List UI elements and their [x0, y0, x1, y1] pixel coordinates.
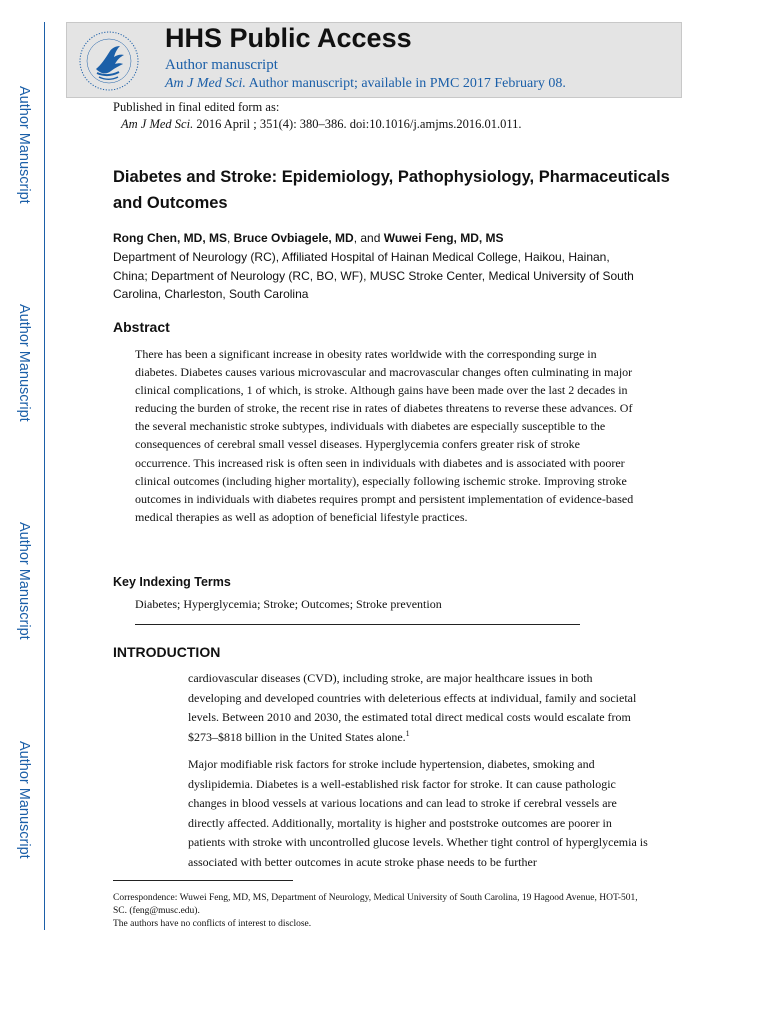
key-terms-heading: Key Indexing Terms: [113, 575, 231, 589]
hhs-banner: [66, 22, 682, 98]
section-divider: [135, 624, 580, 625]
footnote-divider: [113, 880, 293, 881]
author-name: Bruce Ovbiagele, MD: [233, 231, 354, 245]
banner-title: HHS Public Access: [165, 23, 412, 53]
abstract-text: There has been a significant increase in obesity rates worldwide with the corresponding surge in diabetes. Diabetes causes various microvascular and macrovascular changes often culminating in major clinical complications, 1 of which, is stroke. Although gains have been made over the last 2 decades in reducing the burden of stroke, the recent rise in rates of diabetes threatens to reverse these advances. Of the several mechanistic stroke subtypes, individuals with diabetes are especially susceptible to the consequences of cerebral small vessel diseases. Hyperglycemia confers greater risk of stroke occurrence. This increased risk is often seen in individuals with diabetes and is associated with poorer clinical outcomes (including higher mortality), especially following ischemic stroke. Improving stroke outcomes in individuals with diabetes requires prompt and persistent implementation of evidence-based medical therapies as well as adoption of beneficial lifestyle practices.: [135, 347, 634, 524]
side-rule: [44, 22, 45, 930]
introduction-paragraph: cardiovascular diseases (CVD), including stroke, are major healthcare issues in both developing and developed countries with deleterious effects at individual, family and societal levels. Between 2010 and 2030, the estimated total direct medical costs would escalate from $273–$818 billion in the United States alone.$^1$: [188, 671, 637, 744]
published-note: Published in final edited form as:: [113, 100, 280, 114]
abstract-heading: Abstract: [113, 319, 170, 335]
banner-journal-line: Am J Med Sci. Author manuscript; available in PMC 2017 February 08.: [165, 76, 566, 91]
banner-subtitle: Author manuscript: [165, 57, 278, 73]
reference-superscript[interactable]: 1: [405, 728, 410, 738]
citation-line: Am J Med Sci. 2016 April ; 351(4): 380–386. doi:10.1016/j.amjms.2016.01.011.: [121, 117, 522, 131]
introduction-paragraph: Major modifiable risk factors for stroke include hypertension, diabetes, smoking and dyslipidemia. Diabetes is a well-established risk factor for stroke. It can cause pathologic changes in blood vessels at various locations and can lead to stroke if cerebral vessels are directly affected. Additionally, mortality is higher and poststroke outcomes are poorer in patients with stroke with uncontrolled glucose levels. Whether tight control of hyperglycemia is associated with better outcomes in acute stroke phase needs to be further: [188, 757, 648, 869]
paper-title: Diabetes and Stroke: Epidemiology, Pathophysiology, Pharmaceuticals and Outcomes: [113, 168, 670, 212]
author-name: Wuwei Feng, MD, MS: [383, 231, 504, 245]
author-name: Rong Chen, MD, MS: [113, 231, 227, 245]
conflicts-footnote: The authors have no conflicts of interest to disclose.: [113, 919, 312, 929]
correspondence-footnote: Correspondence: Wuwei Feng, MD, MS, Department of Neurology, Medical University of South Carolina, 19 Hagood Avenue, HOT-501, SC. (feng@musc.edu).: [113, 893, 638, 916]
hhs-eagle-seal-icon: [77, 29, 141, 93]
author-list: Rong Chen, MD, MS, Bruce Ovbiagele, MD, and Wuwei Feng, MD, MS: [113, 231, 504, 245]
key-terms-text: Diabetes; Hyperglycemia; Stroke; Outcomes; Stroke prevention: [135, 597, 442, 611]
affiliation: Department of Neurology (RC), Affiliated Hospital of Hainan Medical College, Haikou, Hainan, China; Department of Neurology (RC, BO, WF), MUSC Stroke Center, Medical University of South Carolina, Charleston, South Carolina: [113, 250, 634, 301]
introduction-heading: INTRODUCTION: [113, 644, 221, 660]
